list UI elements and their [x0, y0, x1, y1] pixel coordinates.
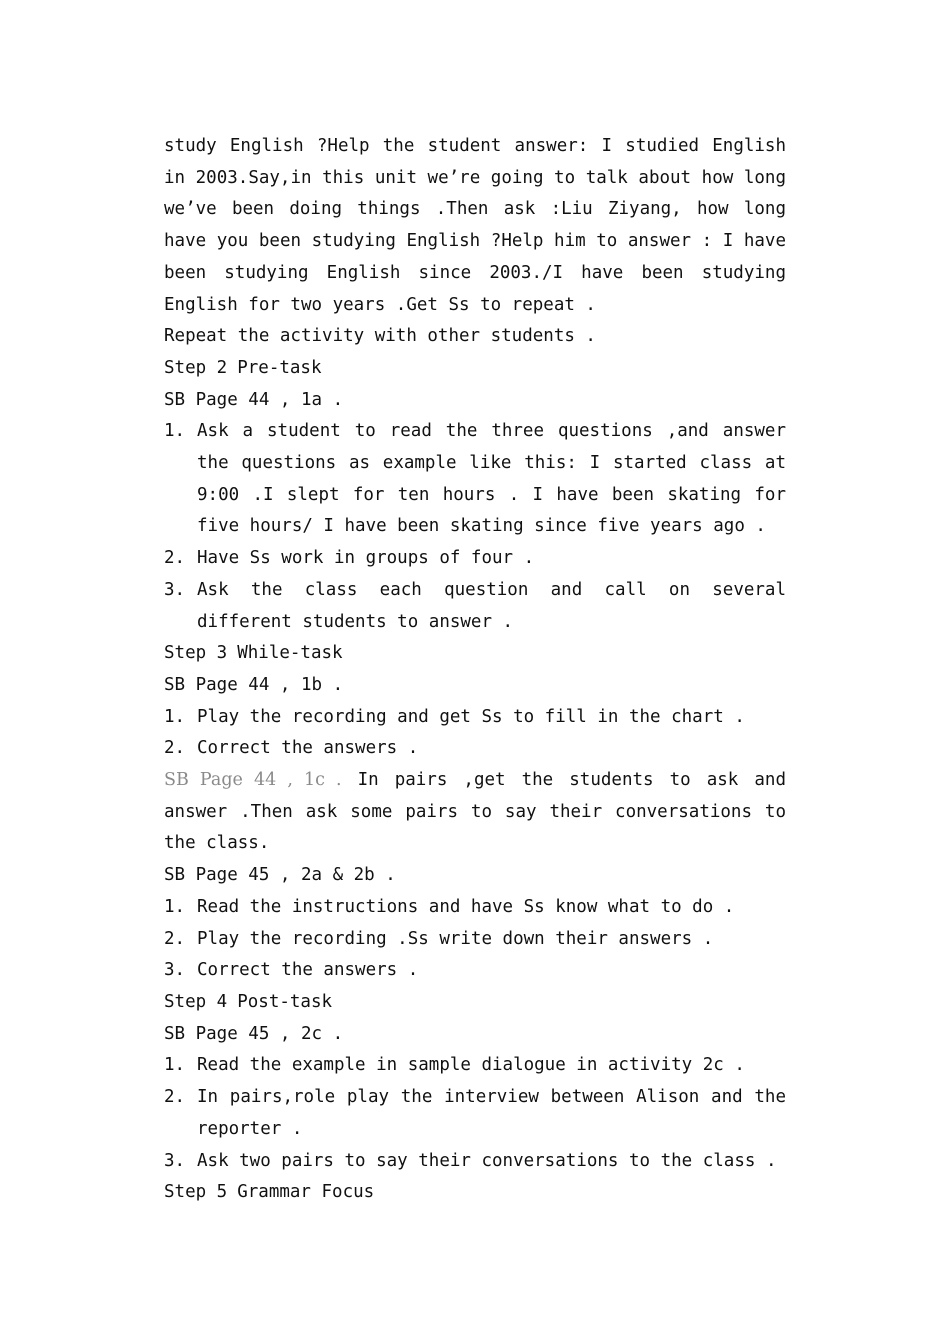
- intro-paragraph: study English ?Help the student answer: I studied English in 2003.Say,in this unit we’re going to talk about how long we’ve been doing things .Then ask :Liu Ziyang, how long have you been studying English ?Help him to answer : I have been studying English since 2003./I have been studying English for two years .Get Ss to repeat .: [164, 136, 786, 315]
- list-item: [164, 543, 786, 575]
- list-item-text: Ask the class each question and call on several different students to answer .: [197, 579, 786, 632]
- list-item: [164, 955, 786, 987]
- step3-1c-text: In pairs ,get the students to ask and answer .Then ask some pairs to say their conversations to the class.: [164, 770, 786, 854]
- list-item-text: Read the instructions and have Ss know what to do .: [197, 896, 735, 917]
- list-item-text: Have Ss work in groups of four .: [197, 548, 535, 569]
- step2-title: Pre-task: [237, 357, 322, 378]
- step2-label: Step 2: [164, 357, 228, 378]
- list-item-number: 3.: [164, 960, 186, 981]
- step3-label: Step 3: [164, 643, 228, 664]
- step3-heading: [164, 638, 786, 670]
- step5-heading: [164, 1177, 786, 1209]
- step4-sb-ref: SB Page 45 , 2c .: [164, 1023, 344, 1044]
- step2-heading: [164, 353, 786, 385]
- list-item: [164, 924, 786, 956]
- list-item-number: 1.: [164, 706, 186, 727]
- step3-title: While-task: [237, 643, 343, 664]
- list-item-text: Play the recording .Ss write down their answers .: [197, 928, 714, 949]
- step4-heading: [164, 987, 786, 1019]
- intro-repeat-paragraph: Repeat the activity with other students .: [164, 326, 596, 347]
- list-item-text: Ask two pairs to say their conversations to the class .: [197, 1150, 777, 1171]
- list-item-number: 2.: [164, 928, 186, 949]
- list-item-text: Ask a student to read the three questions ,and answer the questions as example like this: I started class at 9:00 .I slept for ten hours . I have been skating for five hours/ I have been skating since five years ago .: [197, 421, 786, 537]
- step3-sb-ref-1b: SB Page 44 , 1b .: [164, 674, 344, 695]
- list-item-text: Play the recording and get Ss to fill in the chart .: [197, 706, 745, 727]
- list-item-number: 2.: [164, 548, 186, 569]
- list-item-number: 3.: [164, 1150, 186, 1171]
- list-item: [164, 892, 786, 924]
- list-item: [164, 575, 786, 638]
- list-item-text: Read the example in sample dialogue in activity 2c .: [197, 1055, 745, 1076]
- list-item-number: 3.: [164, 579, 186, 600]
- document-page: [164, 131, 786, 1209]
- step2-sb-ref: SB Page 44 , 1a .: [164, 389, 344, 410]
- list-item: [164, 1146, 786, 1178]
- step3-1c-paragraph: [164, 765, 786, 860]
- list-item: [164, 1050, 786, 1082]
- list-item-number: 1.: [164, 421, 186, 442]
- step4-title: Post-task: [237, 991, 333, 1012]
- step5-title: Grammar Focus: [237, 1182, 375, 1203]
- list-item: [164, 1082, 786, 1145]
- list-item-number: 2.: [164, 738, 186, 759]
- list-item: [164, 733, 786, 765]
- step3-sb-ref-1c: SB Page 44 , 1c .: [164, 770, 342, 791]
- step3-sb-ref-2a2b: SB Page 45 , 2a & 2b .: [164, 865, 396, 886]
- list-item-number: 1.: [164, 1055, 186, 1076]
- step4-label: Step 4: [164, 991, 228, 1012]
- list-item-number: 2.: [164, 1087, 186, 1108]
- list-item: [164, 416, 786, 543]
- list-item-text: Correct the answers .: [197, 960, 419, 981]
- list-item-text: In pairs,role play the interview between Alison and the reporter .: [197, 1087, 786, 1139]
- list-item-text: Correct the answers .: [197, 738, 419, 759]
- list-item-number: 1.: [164, 896, 186, 917]
- list-item: [164, 702, 786, 734]
- step5-label: Step 5: [164, 1182, 228, 1203]
